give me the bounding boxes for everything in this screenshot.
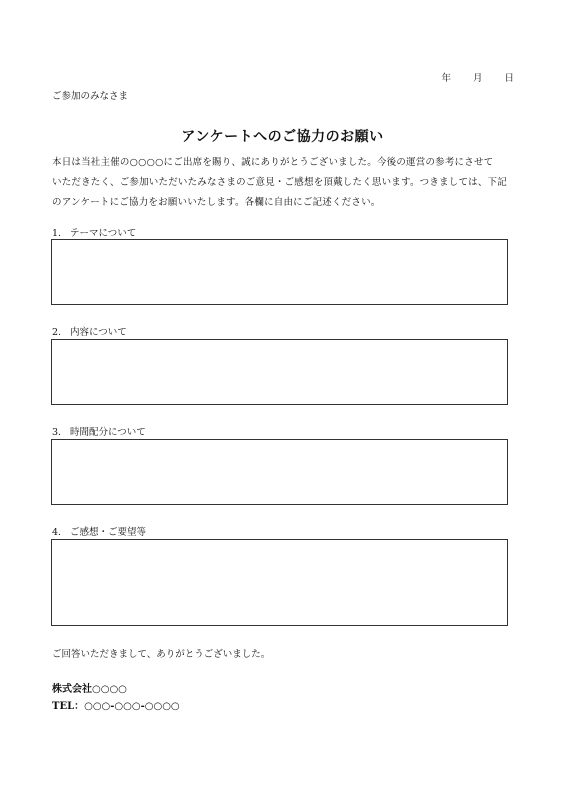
section-1-label: [52, 225, 136, 239]
date-day: 日: [504, 73, 514, 84]
section-title: ご感想・ご要望等: [70, 527, 147, 538]
date-year: 年: [441, 73, 451, 84]
answer-box-time[interactable]: [51, 439, 508, 505]
section-3-label: [52, 424, 146, 438]
closing-text: ご回答いただきまして、ありがとうございました。: [52, 649, 271, 660]
date-month: 月: [472, 73, 483, 84]
section-number: 1.: [52, 228, 62, 239]
section-number: 2.: [52, 327, 62, 338]
section-4-label: [52, 524, 146, 538]
company-tel: TEL：○○○-○○○-○○○○: [52, 701, 180, 712]
date-line: [441, 70, 514, 84]
intro-line: のアンケートにご協力をお願いいたします。各欄に自由にご記述ください。: [52, 197, 381, 208]
section-number: 4.: [52, 527, 62, 538]
document-title: アンケートへのご協力のお願い: [181, 129, 384, 145]
section-number: 3.: [52, 427, 62, 438]
intro-paragraph: [52, 153, 514, 213]
answer-box-feedback[interactable]: [51, 539, 508, 626]
intro-line: 本日は当社主催の○○○○にご出席を賜り、誠にありがとうございました。今後の運営の参考にさせて: [52, 157, 494, 168]
answer-box-theme[interactable]: [51, 239, 508, 305]
recipient: ご参加のみなさま: [52, 91, 129, 102]
company-name: 株式会社○○○○: [52, 684, 127, 695]
section-title: テーマについて: [70, 228, 137, 239]
section-title: 時間配分について: [70, 427, 146, 438]
answer-box-content[interactable]: [51, 339, 508, 405]
intro-line: いただきたく、ご参加いただいたみなさまのご意見・ご感想を頂戴したく思います。つきましては、下記: [52, 177, 507, 188]
section-title: 内容について: [70, 327, 127, 338]
section-2-label: [52, 324, 127, 338]
